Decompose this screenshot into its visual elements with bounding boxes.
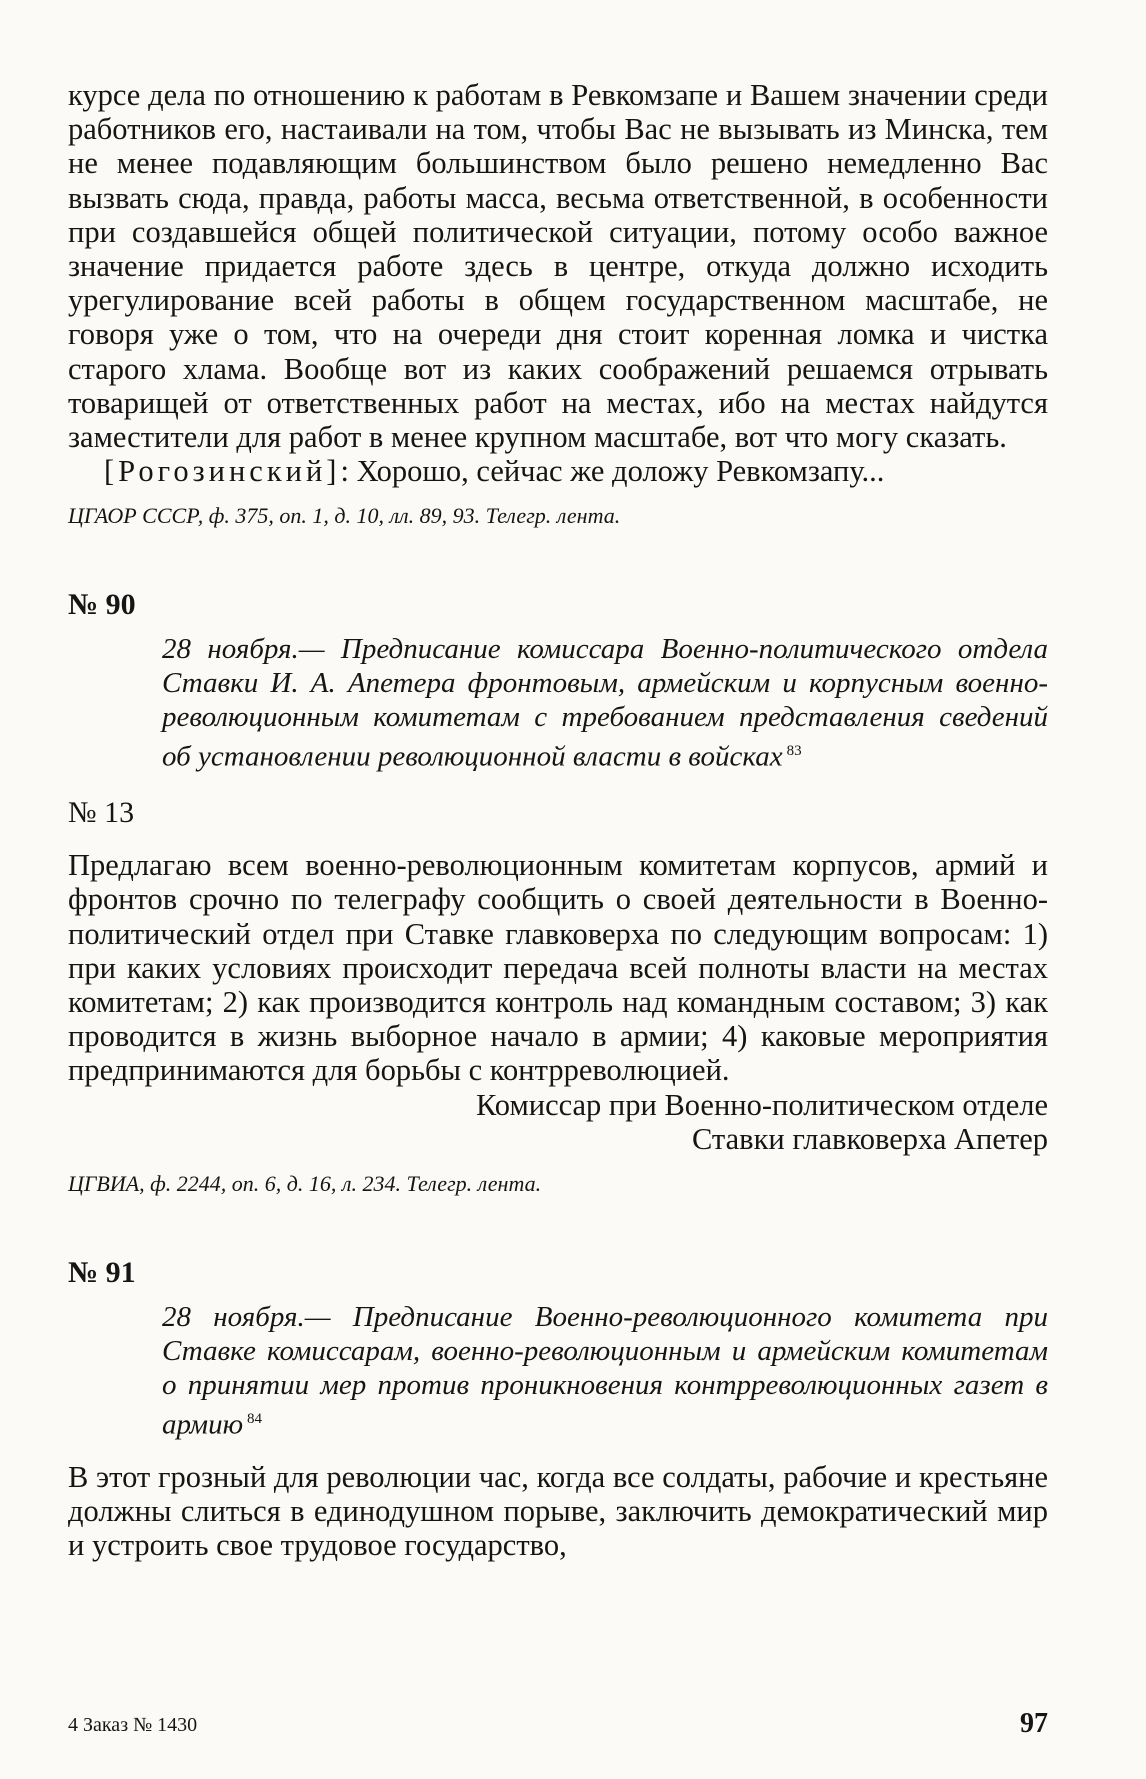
doc90-body: Предлагаю всем военно-революционным комитетам корпусов, армий и фронтов срочно по телеграфу сообщить о своей деятельности в Военно-политический отдел при Ставке главковерха по следующим вопросам: 1) при каких условиях происходит передача всей полноты власти на местах комитетам; 2) как производится контроль над командным составом; 3) как проводится в жизнь выборное начало в армии; 4) каковые мероприятия предпринимаются для борьбы с контрреволюцией. bbox=[68, 848, 1048, 1088]
doc90-footnote-ref: 83 bbox=[786, 743, 802, 760]
doc91-heading bbox=[68, 1300, 1048, 1442]
doc90-number: № 90 bbox=[68, 588, 136, 622]
document-page bbox=[68, 78, 1048, 1562]
printing-order: 4 Заказ № 1430 bbox=[68, 1714, 198, 1736]
reply-line bbox=[68, 454, 1048, 488]
reply-text: : Хорошо, сейчас же доложу Ревкомзапу... bbox=[340, 454, 885, 489]
doc90-signature-line1: Комиссар при Военно-политическом отделе bbox=[475, 1087, 1048, 1122]
doc90-telegram-number: № 13 bbox=[68, 796, 135, 830]
intro-paragraph: курсе дела по отношению к работам в Ревкомзапе и Вашем значении среди работников его, настаивали на том, чтобы Вас не вызывать из Минска, тем не менее подавляющим большинством было решено немедленно Вас вызвать сюда, правда, работы масса, весьма ответственной, в особенности при создавшейся общей политической ситуации, потому особо важное значение придается работе здесь в центре, откуда должно исходить урегулирование всей работы в общем государственном масштабе, не говоря уже о том, что на очереди дня стоит коренная ломка и чистка старого хлама. Вообще вот из каких соображений решаемся отрывать товарищей от ответственных работ на местах, ибо на местах найдутся заместители для работ в менее крупном масштабе, вот что могу сказать. bbox=[68, 78, 1048, 455]
doc91-heading-text: 28 ноября.— Предписание Военно-революционного комитета при Ставке комиссарам, военно-революционным и армейским комитетам о принятии мер против проникновения контрреволюционных газет в армию bbox=[162, 1300, 1048, 1441]
doc90-heading-text: 28 ноября.— Предписание комиссара Военно-политического отдела Ставки И. А. Апетера фронтовым, армейским и корпусным военно-революционным комитетам с требованием представления сведений об установлении революционной власти в войсках bbox=[162, 633, 1048, 774]
intro-archive-source: ЦГАОР СССР, ф. 375, оп. 1, д. 10, лл. 89, 93. Телегр. лента. bbox=[68, 503, 621, 529]
doc90-signature-line2: Ставки главковерха Апетер bbox=[691, 1121, 1048, 1156]
doc90-heading bbox=[68, 632, 1048, 774]
doc91-body: В этот грозный для революции час, когда все солдаты, рабочие и крестьяне должны слиться в единодушном порыве, заключить демократический мир и устроить свое трудовое государство, bbox=[68, 1459, 1048, 1562]
doc91-number: № 91 bbox=[68, 1255, 136, 1289]
reply-speaker: [Рогозинский] bbox=[104, 454, 341, 489]
doc90-archive-source: ЦГВИА, ф. 2244, оп. 6, д. 16, л. 234. Телегр. лента. bbox=[68, 1170, 542, 1196]
doc91-footnote-ref: 84 bbox=[247, 1410, 263, 1427]
page-number: 97 bbox=[1020, 1708, 1048, 1739]
